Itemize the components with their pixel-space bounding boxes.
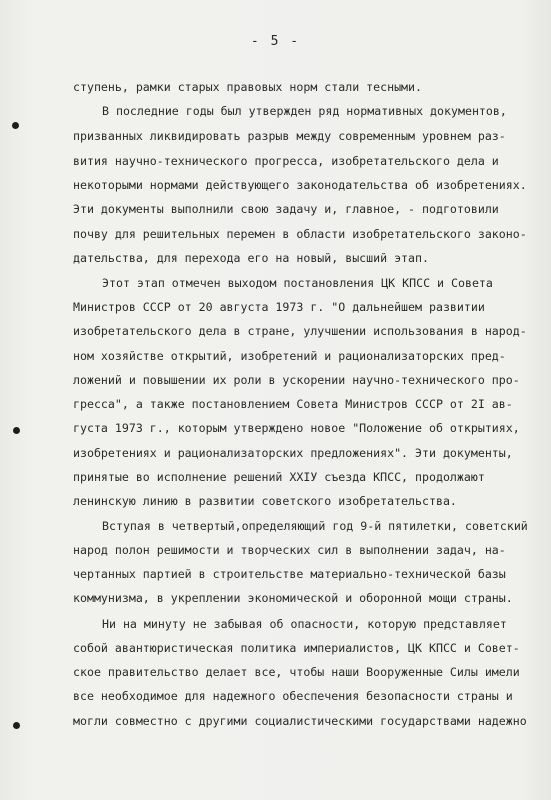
punch-hole-mark [13, 722, 20, 729]
text-line: ленинскую линию в развитии советского изобретательства. [73, 494, 457, 508]
text-line: ское правительство делает все, чтобы наши Вооруженные Силы имели [73, 665, 520, 679]
page-number: - 5 - [250, 34, 301, 49]
text-line: ном хозяйстве открытий, изобретений и рационализаторских пред- [73, 349, 506, 363]
text-line: коммунизма, в укреплении экономической и оборонной мощи страны. [73, 591, 513, 605]
text-line: некоторыми нормами действующего законодательства об изобретениях. [73, 178, 527, 192]
punch-hole-mark [12, 122, 19, 129]
text-line: Этот этап отмечен выходом постановления ЦК КПСС и Совета [102, 276, 493, 290]
text-line: Ни на минуту не забывая об опасности, которую представляет [102, 617, 507, 631]
text-line: ступень, рамки старых правовых норм стали тесными. [73, 80, 423, 94]
text-line: могли совместно с другими социалистическими государствами надежно [73, 714, 527, 728]
text-line: принятые во исполнение решений XXIУ съезда КПСС, продолжают [73, 470, 485, 484]
text-line: вития научно-технического прогресса, изобретательского дела и [73, 154, 499, 168]
text-line: густа 1973 г., которым утверждено новое "Положение об открытиях, [73, 421, 520, 435]
text-line: призванных ликвидировать разрыв между современным уровнем раз- [73, 129, 506, 143]
text-line: почву для решительных перемен в области изобретательского законо- [73, 227, 527, 241]
text-line: дательства, для перехода его на новый, высший этап. [73, 251, 429, 265]
text-line: В последние годы был утвержден ряд нормативных документов, [102, 104, 507, 118]
text-line: изобретательского дела в стране, улучшении использования в народ- [73, 324, 527, 338]
punch-hole-mark [13, 427, 20, 434]
text-line: ложений и повышении их роли в ускорении научно-технического про- [73, 373, 520, 387]
text-line: Министров СССР от 20 августа 1973 г. "О дальнейшем развитии [73, 300, 485, 314]
text-line: собой авантюристическая политика империалистов, ЦК КПСС и Совет- [73, 641, 520, 655]
text-line: все необходимое для надежного обеспечения безопасности страны и [73, 689, 513, 703]
text-line: гресса", а также постановлением Совета Министров СССР от 2I ав- [73, 397, 513, 411]
text-line: Эти документы выполнили свою задачу и, главное, - подготовили [73, 202, 499, 216]
text-line: чертанных партией в строительстве материально-технической базы [73, 567, 506, 581]
text-line: Вступая в четвертый,определяющий год 9-й пятилетки, советский [102, 519, 528, 533]
text-line: изобретениях и рационализаторских предложениях". Эти документы, [73, 446, 513, 460]
text-line: народ полон решимости и творческих сил в выполнении задач, на- [73, 543, 506, 557]
